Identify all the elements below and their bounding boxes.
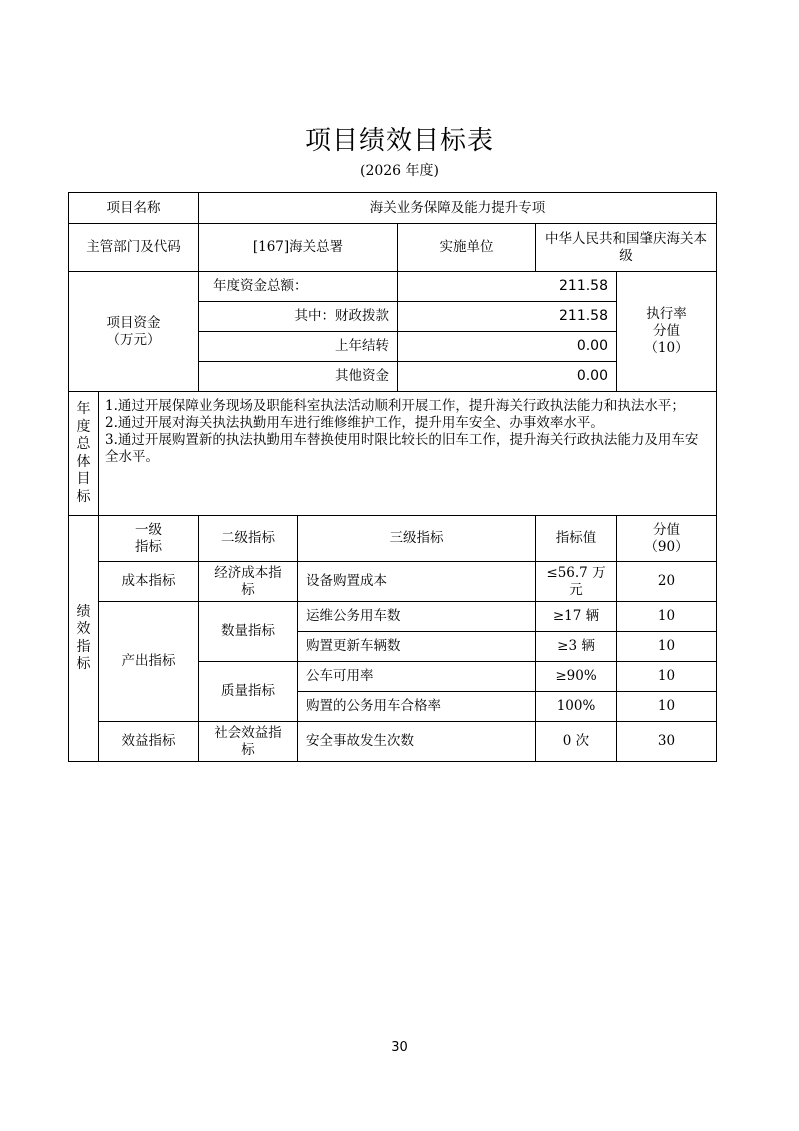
output-score: 10 [617, 692, 717, 722]
cost-level3: 设备购置成本 [298, 562, 536, 602]
indicators-label-char: 标 [76, 656, 91, 672]
funds-carryover-label: 上年结转 [199, 332, 398, 362]
benefit-level3: 安全事故发生次数 [298, 722, 536, 762]
header-score-line2: （90） [644, 538, 689, 555]
cost-score: 20 [617, 562, 717, 602]
funds-other-value: 0.00 [398, 362, 617, 392]
header-score-line1: 分值 [653, 521, 681, 538]
document-subtitle: (2026 年度) [359, 163, 439, 179]
cost-level1: 成本指标 [99, 562, 199, 602]
cost-target-line2: 元 [569, 581, 583, 598]
goals-label-char: 目 [76, 471, 91, 487]
funds-label [69, 272, 199, 392]
indicators-label-char: 绩 [76, 603, 91, 620]
indicators-label [69, 516, 99, 762]
goal-item: 3.通过开展购置新的执法执勤用车替换使用时限比较长的旧车工作，提升海关行政执法能力及用车安全水平。 [105, 431, 699, 465]
cost-target [536, 562, 617, 602]
header-level1-line2: 指标 [135, 538, 162, 555]
funds-label-line1: 项目资金 [106, 314, 161, 331]
benefit-level2-line2: 标 [241, 741, 255, 758]
performance-table [68, 192, 717, 762]
indicators-label-char: 效 [76, 621, 91, 637]
benefit-level2 [199, 722, 298, 762]
header-score [617, 516, 717, 562]
unit-label: 实施单位 [398, 224, 536, 272]
document-title: 项目绩效目标表 [304, 126, 494, 156]
output-level1: 产出指标 [99, 602, 199, 722]
dept-label: 主管部门及代码 [69, 224, 199, 272]
project-name-value: 海关业务保障及能力提升专项 [199, 193, 717, 224]
funds-total-value: 211.58 [398, 272, 617, 302]
header-level1 [99, 516, 199, 562]
output-level3: 公车可用率 [298, 662, 536, 692]
output-target: ≥90% [536, 662, 617, 692]
row-funds-total [69, 272, 717, 302]
unit-value: 中华人民共和国肇庆海关本级 [536, 224, 717, 272]
header-target: 指标值 [536, 516, 617, 562]
goals-label [69, 392, 99, 516]
row-dept [69, 224, 717, 272]
output-target: ≥17 辆 [536, 602, 617, 632]
header-level2: 二级指标 [199, 516, 298, 562]
output-score: 10 [617, 632, 717, 662]
benefit-target: 0 次 [536, 722, 617, 762]
benefit-level1: 效益指标 [99, 722, 199, 762]
exec-rate-line1: 执行率 [646, 306, 687, 323]
row-output-1 [69, 602, 717, 632]
goals-label-char: 总 [76, 436, 91, 452]
row-project-name [69, 193, 717, 224]
funds-label-line2: （万元） [106, 331, 161, 348]
goals-label-char: 标 [76, 488, 91, 505]
row-goals [69, 392, 717, 516]
goals-label-char: 体 [76, 453, 91, 470]
cost-level2-line1: 经济成本指 [214, 564, 282, 581]
cost-level2 [199, 562, 298, 602]
page-number: 30 [391, 1040, 408, 1055]
exec-rate-line3: （10） [644, 339, 689, 356]
header-level1-line1: 一级 [135, 521, 162, 538]
funds-other-label: 其他资金 [199, 362, 398, 392]
project-name-label: 项目名称 [69, 193, 199, 224]
row-benefit [69, 722, 717, 762]
exec-rate-cell [617, 272, 717, 392]
funds-carryover-value: 0.00 [398, 332, 617, 362]
output-score: 10 [617, 602, 717, 632]
dept-value: [167]海关总署 [199, 224, 398, 272]
output-level3: 购置更新车辆数 [298, 632, 536, 662]
goals-label-char: 度 [76, 418, 91, 435]
output-score: 10 [617, 662, 717, 692]
funds-fiscal-value: 211.58 [398, 302, 617, 332]
goals-label-char: 年 [76, 401, 91, 417]
header-level3: 三级指标 [298, 516, 536, 562]
output-level3: 购置的公务用车合格率 [298, 692, 536, 722]
output-target: 100% [536, 692, 617, 722]
output-quality: 质量指标 [199, 662, 298, 722]
output-quantity: 数量指标 [199, 602, 298, 662]
exec-rate-line2: 分值 [653, 323, 681, 340]
goal-item: 1.通过开展保障业务现场及职能科室执法活动顺利开展工作，提升海关行政执法能力和执法水平； [105, 398, 685, 414]
output-target: ≥3 辆 [536, 632, 617, 662]
benefit-score: 30 [617, 722, 717, 762]
goal-item: 2.通过开展对海关执法执勤用车进行维修维护工作，提升用车安全、办事效率水平。 [105, 414, 604, 431]
cost-target-line1: ≤56.7 万 [546, 564, 606, 581]
row-indicators-header [69, 516, 717, 562]
indicators-label-char: 指 [76, 638, 91, 655]
benefit-level2-line1: 社会效益指 [214, 724, 282, 741]
funds-total-label: 年度资金总额： [199, 272, 398, 302]
cost-level2-line2: 标 [241, 581, 255, 598]
goals-content [99, 392, 717, 516]
output-level3: 运维公务用车数 [298, 602, 536, 632]
funds-fiscal-label: 其中：财政拨款 [199, 302, 398, 332]
row-cost [69, 562, 717, 602]
